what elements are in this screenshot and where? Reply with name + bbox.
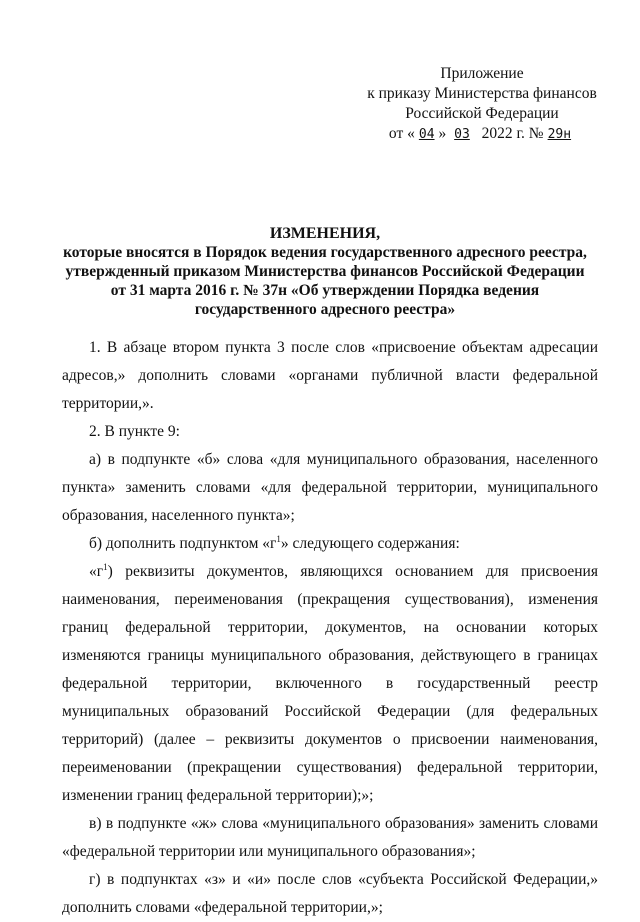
date-year: 2022 г. № (481, 125, 544, 142)
paragraph-4-text-b: » следующего содержания: (280, 535, 460, 552)
appendix-date-line (352, 124, 612, 145)
paragraph-1: 1. В абзаце втором пункта 3 после слов «присвоение объектам адресации адресов,» дополнить словами «органами публичной власти федеральной территории,». (62, 339, 598, 412)
date-prefix: от « (388, 125, 415, 142)
title-line-2: утвержденный приказом Министерства финансов Российской Федерации (65, 263, 585, 280)
paragraph-2: 2. В пункте 9: (89, 423, 180, 440)
paragraph-4-sup: 1 (276, 533, 281, 544)
appendix-order-ref: к приказу Министерства финансов (367, 85, 597, 102)
document-body (62, 334, 598, 922)
document-title (60, 224, 590, 319)
appendix-title: Приложение (440, 65, 524, 82)
order-number: 29н (547, 127, 572, 142)
paragraph-4 (62, 530, 598, 558)
title-line-3: от 31 марта 2016 г. № 37н «Об утверждении Порядка ведения (110, 282, 540, 299)
appendix-federation: Российской Федерации (405, 105, 559, 122)
paragraph-3: а) в подпункте «б» слова «для муниципального образования, населенного пункта» заменить словами «для федеральной территории, муниципального образования, населенного пункта»; (62, 451, 598, 524)
appendix-header (352, 64, 612, 145)
paragraph-4-text-a: б) дополнить подпунктом «г (89, 535, 277, 552)
title-line-4: государственного адресного реестра» (194, 301, 456, 318)
paragraph-5-text-b: ) реквизиты документов, являющихся основанием для присвоения наименования, переименования (прекращения существования), изменения границ федеральной территории, документов, на основании которых изменяются границы муниципального образования, действующего в границах федеральной территории, включенного в государственный реестр муниципальных образований Российской Федерации (для федеральных территорий) (далее – реквизиты документов о присвоении наименования, переименовании (прекращении существования) федеральной территории, изменении границ федеральной территории);»; (62, 563, 598, 804)
date-mid1: » (438, 125, 447, 142)
paragraph-7: г) в подпунктах «з» и «и» после слов «субъекта Российской Федерации,» дополнить словами «федеральной территории,»; (62, 871, 598, 916)
paragraph-6: в) в подпункте «ж» слова «муниципального образования» заменить словами «федеральной территории или муниципального образования»; (62, 815, 598, 860)
title-line-1: которые вносятся в Порядок ведения государственного адресного реестра, (63, 244, 587, 261)
title-heading: ИЗМЕНЕНИЯ, (269, 225, 381, 242)
date-month: 03 (454, 127, 470, 142)
date-day: 04 (418, 127, 435, 142)
paragraph-5-sup: 1 (103, 561, 108, 572)
paragraph-5-text-a: «г (89, 563, 104, 580)
paragraph-5 (62, 558, 598, 810)
